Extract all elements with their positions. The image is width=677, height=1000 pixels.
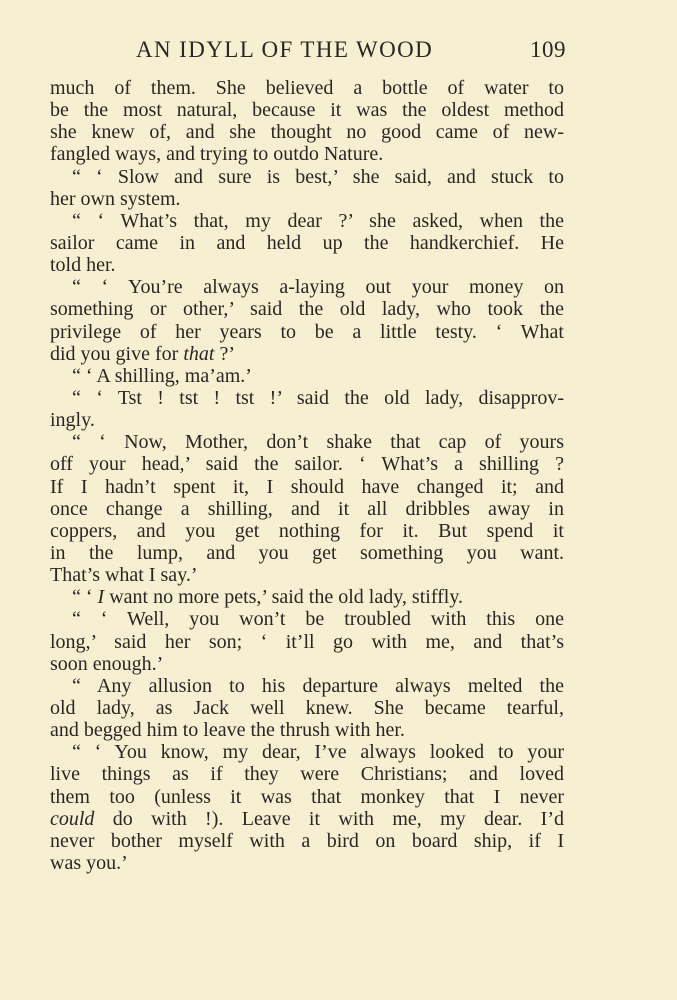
text-line: “ ‘ You know, my dear, I’ve always looked to your: [72, 741, 564, 764]
italic-emphasis: that: [183, 342, 215, 365]
text-line: “ ‘ You’re always a-laying out your money on: [72, 276, 564, 299]
text-line: old lady, as Jack well knew. She became tearful,: [50, 696, 564, 719]
text-line: coppers, and you get nothing for it. But spend it: [50, 519, 564, 542]
text-line: “ ‘ Now, Mother, don’t shake that cap of yours: [72, 431, 564, 454]
text-line: sailor came in and held up the handkerchief. He: [50, 231, 564, 254]
text-line: privilege of her years to be a little testy. ‘ What: [50, 320, 564, 343]
text-line: ingly.: [50, 409, 95, 432]
text-line: “ ‘ Slow and sure is best,’ she said, and stuck to: [72, 165, 564, 188]
italic-emphasis: I: [97, 586, 105, 609]
text-line: soon enough.’: [50, 652, 164, 675]
text-line: fangled ways, and trying to outdo Nature.: [50, 143, 384, 166]
line-text: did you give for: [50, 342, 184, 365]
text-line: That’s what I say.’: [50, 564, 198, 587]
text-line: off your head,’ said the sailor. ‘ What’s a shilling ?: [50, 453, 564, 476]
text-line: “ ‘ What’s that, my dear ?’ she asked, when the: [72, 209, 564, 232]
italic-emphasis: could: [50, 807, 95, 830]
text-line: “ ‘ Tst ! tst ! tst !’ said the old lady, disapprov-: [72, 386, 564, 409]
text-line: be the most natural, because it was the oldest method: [50, 99, 564, 122]
text-line: them too (unless it was that monkey that I never: [50, 785, 564, 808]
text-line: If I hadn’t spent it, I should have changed it; and: [50, 475, 564, 498]
running-title: AN IDYLL OF THE WOOD: [136, 37, 434, 62]
text-line: long,’ said her son; ‘ it’ll go with me, and that’s: [50, 630, 564, 653]
text-line: much of them. She believed a bottle of water to: [50, 77, 564, 99]
text-line: [50, 808, 564, 830]
text-line: never bother myself with a bird on board ship, if I: [50, 829, 564, 852]
text-line: live things as if they were Christians; and loved: [50, 763, 564, 786]
text-line: once change a shilling, and it all dribbles away in: [50, 497, 564, 520]
text-line: “ Any allusion to his departure always melted the: [72, 674, 564, 697]
body-text: [50, 77, 564, 874]
page-number: 109: [530, 37, 566, 62]
text-line: told her.: [50, 254, 116, 277]
line-text: do with !). Leave it with me, my dear. I’d: [94, 807, 564, 830]
line-text: “ ‘: [72, 586, 98, 609]
text-line: in the lump, and you get something you want.: [50, 541, 564, 564]
text-line: “ ‘ Well, you won’t be troubled with this one: [72, 608, 564, 631]
text-line: her own system.: [50, 187, 181, 210]
line-text: ?’: [214, 342, 235, 365]
text-line: [50, 343, 564, 365]
text-line: [50, 586, 564, 608]
page-header: [0, 34, 677, 66]
text-line: something or other,’ said the old lady, who took the: [50, 298, 564, 321]
text-line: was you.’: [50, 851, 128, 874]
text-line: “ ‘ A shilling, ma’am.’: [72, 364, 252, 387]
text-line: and begged him to leave the thrush with her.: [50, 719, 405, 742]
text-line: she knew of, and she thought no good came of new-: [50, 121, 564, 144]
line-text: want no more pets,’ said the old lady, stiffly.: [104, 586, 464, 609]
